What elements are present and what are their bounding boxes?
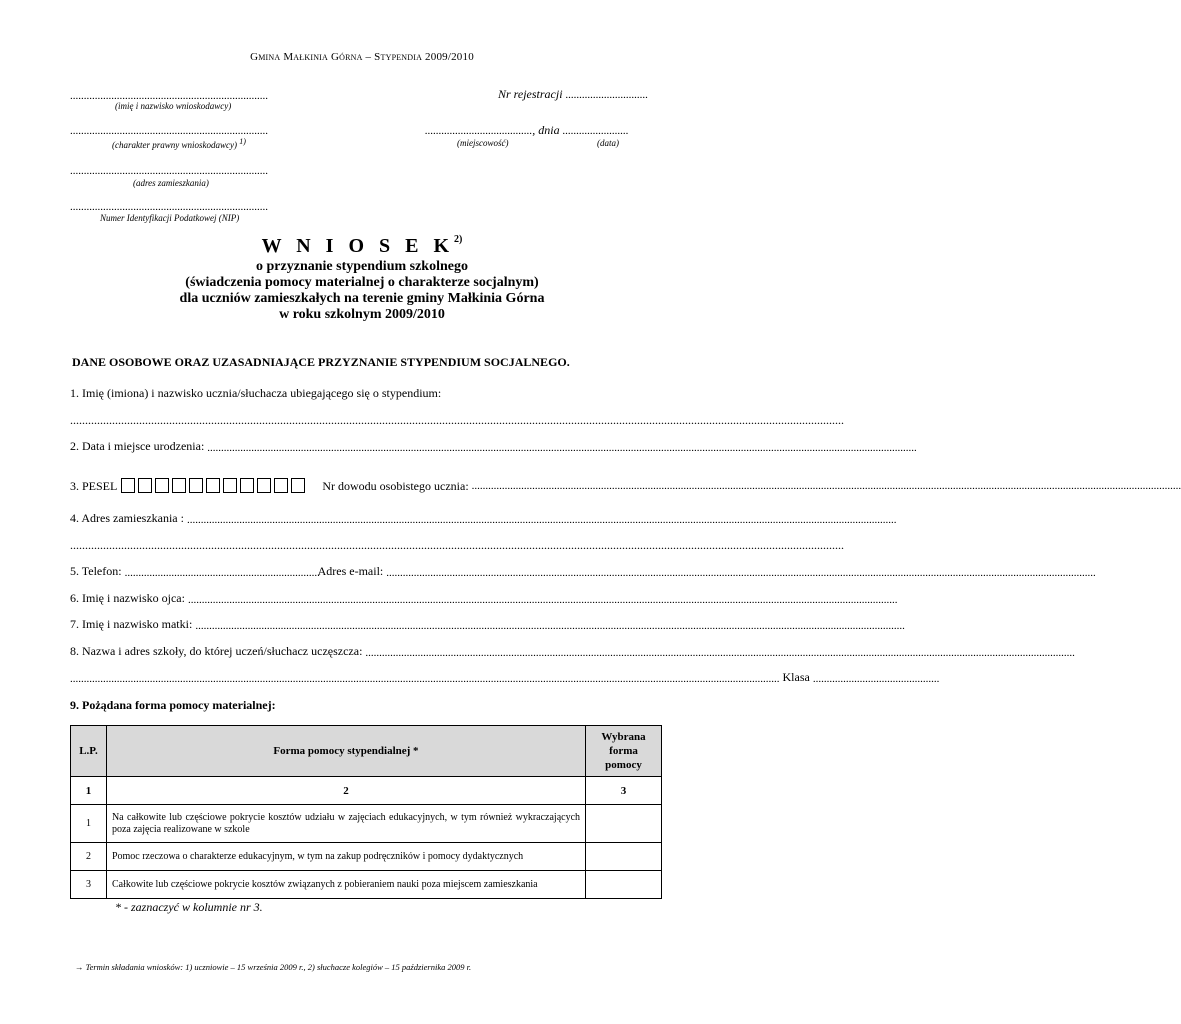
place-date-field[interactable]: ......................................., dnia ........................ [425,123,629,137]
col-number-2: 2 [106,777,585,805]
col-header-lp: L.P. [71,726,107,777]
pesel-box[interactable] [189,478,203,493]
col-number-3: 3 [586,777,662,805]
field-address[interactable]: 4. Adres zamieszkania : .................................................................................................................................................................................................................................................................. [70,511,897,526]
document-title: W N I O S E $K^{2)}$ [261,234,463,257]
date-label: (data) [597,138,619,148]
col-header-selected: Wybrana forma pomocy [586,726,662,777]
email-input[interactable]: .................................................................................................................................................................................................................................................................. [386,567,1096,579]
table-footnote: * - zaznaczyć w kolumnie nr 3. [115,900,263,914]
row-lp: 1 [71,805,107,843]
applicant-address-field[interactable]: ........................................................................ [70,165,268,177]
row-description: Na całkowite lub częściowe pokrycie kosztów udziału w zajęciach edukacyjnych, w tym również wykraczających poza zajęcia realizowane w szkole [106,805,585,843]
col-header-form: Forma pomocy stypendialnej * [106,726,585,777]
pesel-box[interactable] [240,478,254,493]
field-student-name-input[interactable]: .................................................................................................................................................................................................................................................................. [70,413,844,427]
registration-number[interactable]: Nr rejestracji .............................. [498,87,649,101]
row-selection-cell[interactable] [586,805,662,843]
row-description: Całkowite lub częściowe pokrycie kosztów związanych z pobieraniem nauki poza miejscem zamieszkania [106,871,585,899]
field-school-class[interactable]: .................................................................................................................................................................................................................................................................. Klasa .............................................. [70,670,940,685]
pesel-box[interactable] [138,478,152,493]
pesel-box[interactable] [121,478,135,493]
field-father-name[interactable]: 6. Imię i nazwisko ojca: .................................................................................................................................................................................................................................................................. [70,591,898,606]
field-school[interactable]: 8. Nazwa i adres szkoły, do której uczeń/słuchacz uczęszcza: .................................................................................................................................................................................................................................................................. [70,644,1075,659]
applicant-name-label: (imię i nazwisko wnioskodawcy) [115,101,232,111]
row-lp: 2 [71,843,107,871]
field-aid-form-heading: 9. Pożądana forma pomocy materialnej: [70,698,276,712]
table-row [71,805,662,843]
row-selection-cell[interactable] [586,871,662,899]
pesel-box[interactable] [155,478,169,493]
id-number-input[interactable]: .................................................................................................................................................................................................................................................................. [471,480,1181,492]
pesel-box[interactable] [257,478,271,493]
pesel-box[interactable] [291,478,305,493]
field-mother-name[interactable]: 7. Imię i nazwisko matki: .................................................................................................................................................................................................................................................................. [70,617,905,632]
row-lp: 3 [71,871,107,899]
pesel-box[interactable] [223,478,237,493]
pesel-box[interactable] [206,478,220,493]
field-birth[interactable]: 2. Data i miejsce urodzenia: .................................................................................................................................................................................................................................................................. [70,439,917,454]
table-row [71,871,662,899]
applicant-address-label: (adres zamieszkania) [133,178,209,188]
deadline-note: → Termin składania wniosków: 1) uczniowie – 15 września 2009 r., 2) słuchacze kolegiów – 15 października 2009 r. [75,962,472,972]
field-phone-email: 5. Telefon: ....................................................................... Adres e-mail: .................................................................................................................................................................................................................................................................. [70,564,1096,579]
phone-input[interactable]: ....................................................................... [124,567,320,579]
row-selection-cell[interactable] [586,843,662,871]
pesel-boxes[interactable] [121,478,308,494]
applicant-legal-label: (charakter prawny wnioskodawcy) $^{1)}$ [112,137,246,150]
field-student-name-label: 1. Imię (imiona) i nazwisko ucznia/słuchacza ubiegającego się o stypendium: [70,386,442,400]
table-row [71,843,662,871]
pesel-box[interactable] [172,478,186,493]
applicant-nip-label: Numer Identyfikacji Podatkowej (NIP) [100,213,240,223]
page-header: Gmina Małkinia Górna – Stypendia 2009/2010 [250,51,474,63]
field-address-continued[interactable]: .................................................................................................................................................................................................................................................................. [70,538,844,552]
col-number-1: 1 [71,777,107,805]
field-pesel-row: 3. PESEL Nr dowodu osobistego ucznia: .................................................................................................................................................................................................................................................................. [70,478,1181,493]
applicant-name-field[interactable]: ........................................................................ [70,90,268,102]
row-description: Pomoc rzeczowa o charakterze edukacyjnym, w tym na zakup podręczników i pomocy dydaktycznych [106,843,585,871]
aid-form-table [70,725,662,899]
document-subtitle: o przyznanie stypendium szkolnego (świadczenia pomocy materialnej o charakterze socjalnym) dla uczniów zamieszkałych na terenie gminy Małkinia Górna w roku szkolnym 2009/2010 [179,259,545,322]
section-heading: DANE OSOBOWE ORAZ UZASADNIAJĄCE PRZYZNANIE STYPENDIUM SOCJALNEGO. [72,355,570,369]
applicant-nip-field[interactable]: ........................................................................ [70,201,268,213]
place-label: (miejscowość) [457,138,509,148]
pesel-box[interactable] [274,478,288,493]
applicant-legal-field[interactable]: ........................................................................ [70,125,268,137]
